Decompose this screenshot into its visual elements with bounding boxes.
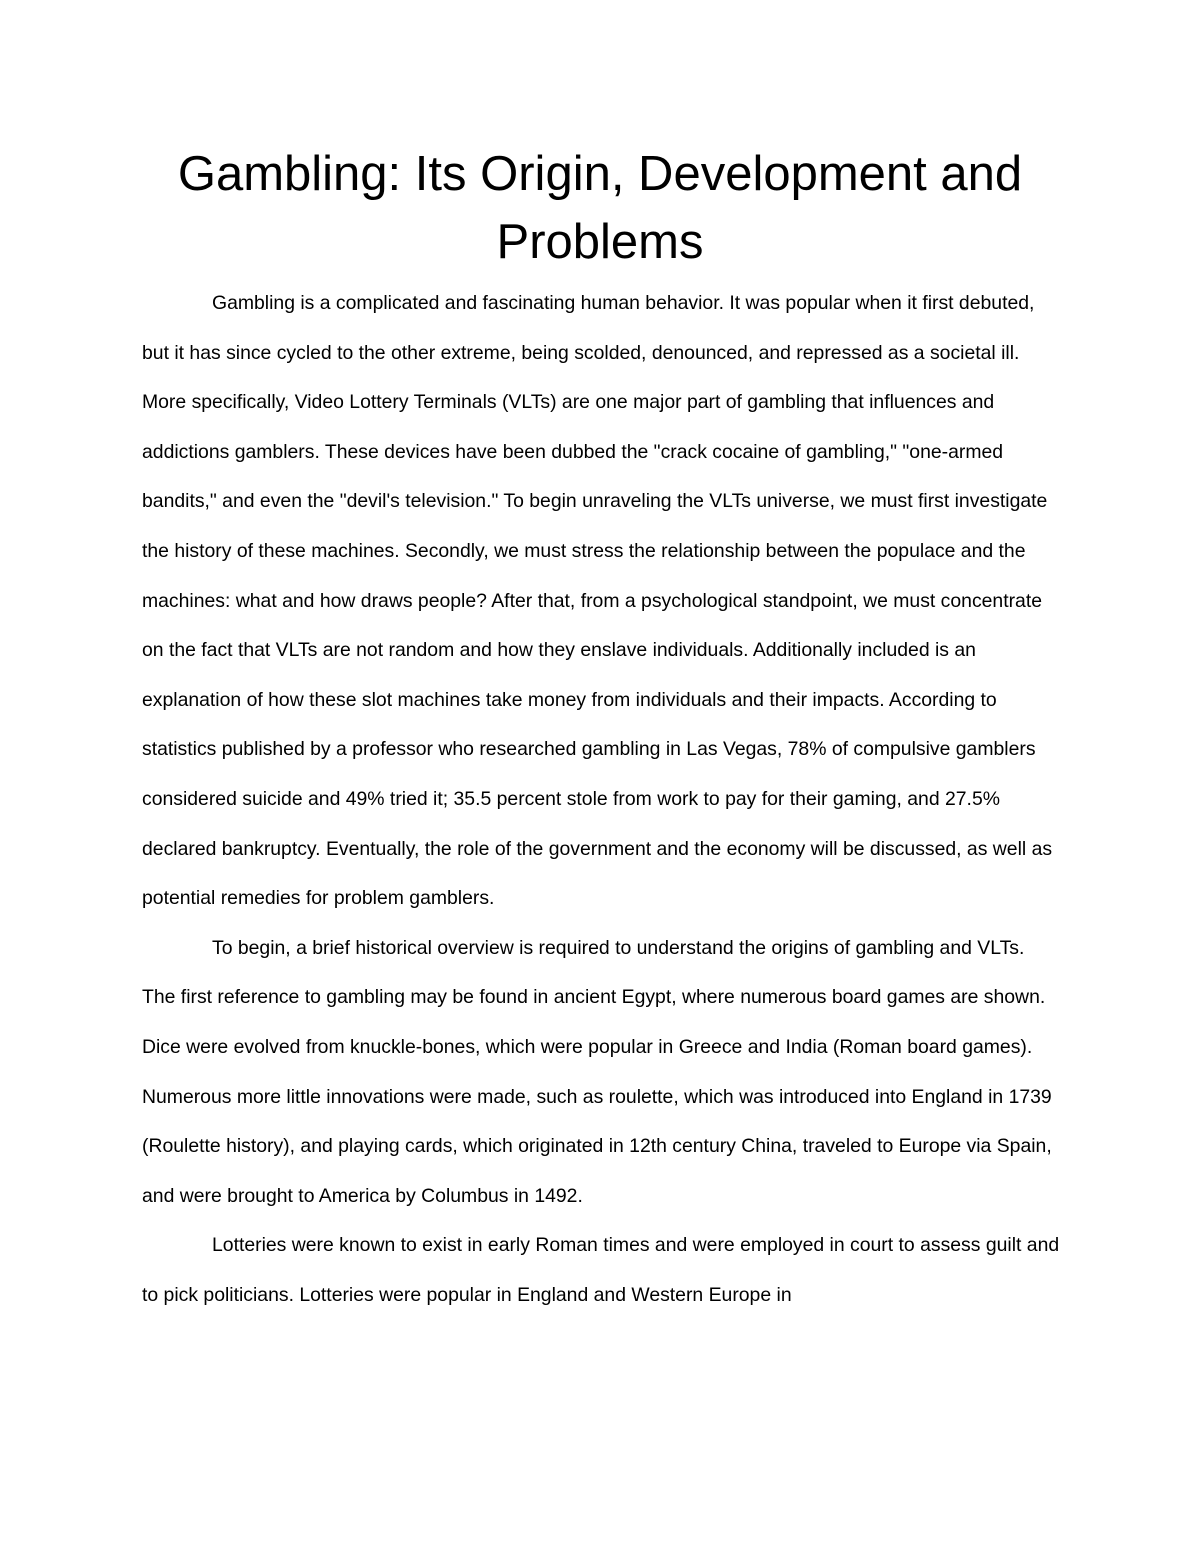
document-body [142,279,1062,1320]
paragraph-history: To begin, a brief historical overview is required to understand the origins of gambling and VLTs. The first reference to gambling may be found in ancient Egypt, where numerous board games are shown. Dice were evolved from knuckle-bones, which were popular in Greece and India (Roman board games). Numerous more little innovations were made, such as roulette, which was introduced into England in 1739 (Roulette history), and playing cards, which originated in 12th century China, traveled to Europe via Spain, and were brought to America by Columbus in 1492. [142,936,1052,1207]
document-title: Gambling: Its Origin, Development and Problems [177,147,1023,269]
paragraph-introduction: Gambling is a complicated and fascinating human behavior. It was popular when it first debuted, but it has since cycled to the other extreme, being scolded, denounced, and repressed as a societal ill. More specifically, Video Lottery Terminals (VLTs) are one major part of gambling that influences and addictions gamblers. These devices have been dubbed the "crack cocaine of gambling," "one-armed bandits," and even the "devil's television." To begin unraveling the VLTs universe, we must first investigate the history of these machines. Secondly, we must stress the relationship between the populace and the machines: what and how draws people? After that, from a psychological standpoint, we must concentrate on the fact that VLTs are not random and how they enslave individuals. Additionally included is an explanation of how these slot machines take money from individuals and their impacts. According to statistics published by a professor who researched gambling in Las Vegas, 78% of compulsive gamblers considered suicide and 49% tried it; 35.5 percent stole from work to pay for their gaming, and 27.5% declared bankruptcy. Eventually, the role of the government and the economy will be discussed, as well as potential remedies for problem gamblers. [142,292,1053,910]
paragraph-lotteries: Lotteries were known to exist in early Roman times and were employed in court to assess guilt and to pick politicians. Lotteries were popular in England and Western Europe in [142,1234,1060,1306]
